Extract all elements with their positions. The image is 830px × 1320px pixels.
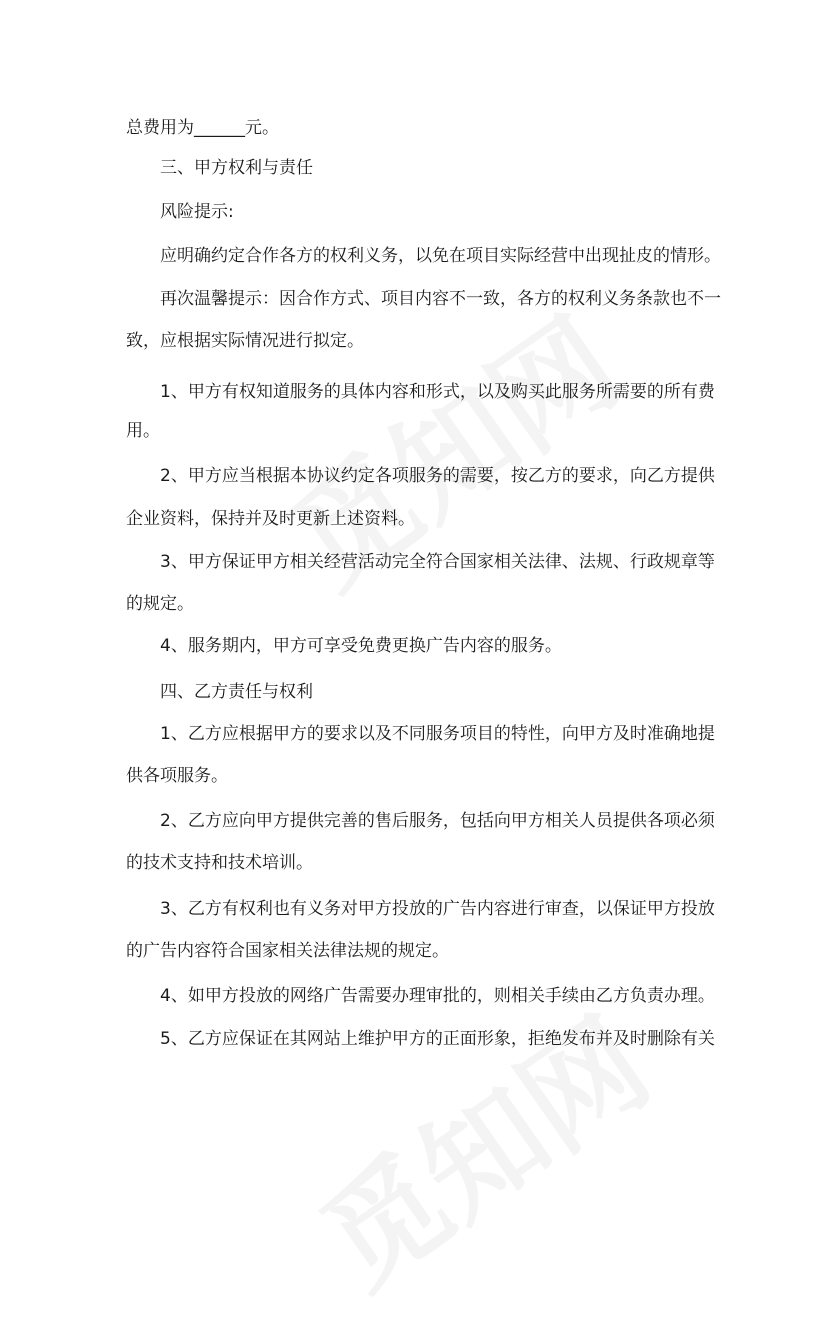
text-line: 3、乙方有权利也有义务对甲方投放的广告内容进行审查，以保证甲方投放 (160, 899, 715, 919)
text-line: 用。 (126, 421, 160, 441)
text-line: 1、乙方应根据甲方的要求以及不同服务项目的特性，向甲方及时准确地提 (160, 724, 715, 744)
text-line: 应明确约定合作各方的权利义务，以免在项目实际经营中出现扯皮的情形。 (160, 246, 721, 266)
text-line: 供各项服务。 (126, 766, 228, 786)
text-line: 4、服务期内，甲方可享受免费更换广告内容的服务。 (160, 636, 562, 656)
text-line: 总费用为______元。 (126, 118, 279, 138)
text-line: 3、甲方保证甲方相关经营活动完全符合国家相关法律、法规、行政规章等 (160, 552, 715, 572)
section-heading: 四、乙方责任与权利 (160, 682, 313, 702)
text-line: 5、乙方应保证在其网站上维护甲方的正面形象，拒绝发布并及时删除有关 (160, 1029, 715, 1049)
text-line: 的规定。 (126, 594, 194, 614)
text-line: 2、乙方应向甲方提供完善的售后服务，包括向甲方相关人员提供各项必须 (160, 811, 715, 831)
text-line: 1、甲方有权知道服务的具体内容和形式，以及购买此服务所需要的所有费 (160, 382, 715, 402)
text-line: 4、如甲方投放的网络广告需要办理审批的，则相关手续由乙方负责办理。 (160, 986, 715, 1006)
text-line: 的广告内容符合国家相关法律法规的规定。 (126, 941, 449, 961)
text-line: 致，应根据实际情况进行拟定。 (126, 331, 364, 351)
text-line: 企业资料，保持并及时更新上述资料。 (126, 509, 415, 529)
watermark (283, 972, 677, 1319)
text-line: 2、甲方应当根据本协议约定各项服务的需要，按乙方的要求，向乙方提供 (160, 466, 715, 486)
text-line: 再次温馨提示：因合作方式、项目内容不一致，各方的权利义务条款也不一 (160, 289, 721, 309)
section-heading: 三、甲方权利与责任 (160, 158, 313, 178)
text-line: 的技术支持和技术培训。 (126, 853, 313, 873)
text-line: 风险提示: (160, 202, 234, 222)
